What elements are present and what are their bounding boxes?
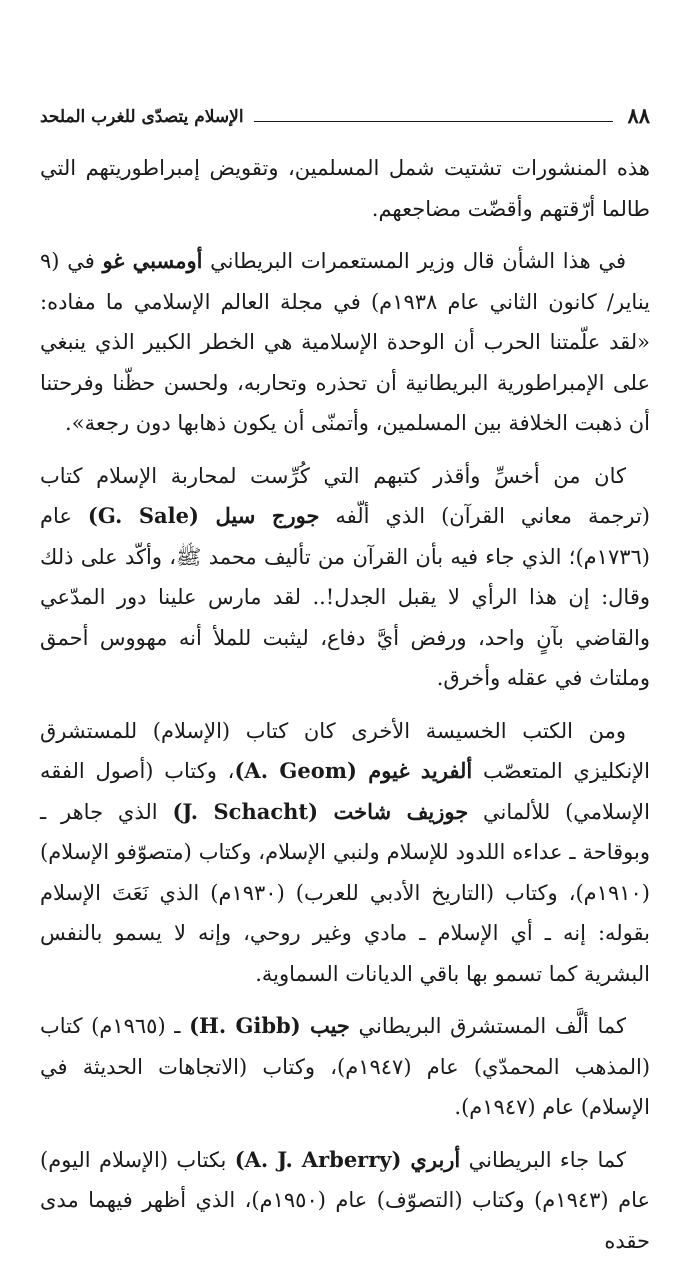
person-name: ألفريد غيوم (A. Geom)	[234, 758, 473, 783]
running-title: الإسلام يتصدّى للغرب الملحد	[40, 107, 244, 127]
text-segment: في (٩ يناير/ كانون الثاني عام ١٩٣٨م) في مجلة العالم الإسلامي ما مفاده: «لقد علّمتنا الحرب أن الوحدة الإسلامية هي الخطر الكبير الذي ينبغي على الإمبراطورية البريطانية أن تحذره وتحاربه، ولحسن حظّنا وفرحتنا أن ذهبت الخلافة بين المسلمين، وأتمنّى أن يكون ذهابها دون رجعة».	[40, 249, 650, 435]
text-segment: كان من أخسِّ وأقذر كتبهم التي كُرِّست لمحاربة الإسلام كتاب (ترجمة معاني القرآن) الذي ألّفه	[40, 463, 650, 528]
person-name: جورج سيل (G. Sale)	[87, 503, 320, 528]
page-number: ٨٨	[627, 103, 650, 128]
paragraph	[40, 711, 650, 995]
text-segment: ، وكتاب (أصول الفقه الإسلامي) للألماني	[40, 759, 650, 824]
text-segment: بكتاب (الإسلام اليوم) عام (١٩٤٣م) وكتاب (التصوّف) عام (١٩٥٠م)، الذي أظهر فيهما مدى حقده	[40, 1147, 650, 1253]
text-segment: كما جاء البريطاني	[460, 1147, 627, 1172]
person-name: جوزيف شاخت (J. Schacht)	[172, 798, 469, 824]
text-segment: ـ (١٩٦٥م) كتاب (المذهب المحمدّي) عام (١٩٤٧م)، وكتاب (الاتجاهات الحديثة في الإسلام) عام (١٩٤٧م).	[40, 1014, 651, 1119]
text-segment: هذه المنشورات تشتيت شمل المسلمين، وتقويض إمبراطوريتهم التي طالما أرّقتهم وأقضّت مضاجعهم.	[40, 156, 650, 221]
paragraph	[40, 456, 650, 699]
paragraph	[40, 1140, 650, 1262]
paragraph	[40, 1006, 650, 1128]
paragraph	[40, 148, 650, 229]
text-segment: كما ألَّف المستشرق البريطاني	[349, 1014, 627, 1038]
person-name: أربري (A. J. Arberry)	[234, 1146, 461, 1172]
paragraph	[40, 241, 650, 444]
text-segment: عام (١٧٣٦م)؛ الذي جاء فيه بأن القرآن من تأليف محمد ﷺ، وأكّد على ذلك وقال: إن هذا الرأي لا يقبل الجدل!.. لقد مارس علينا دور المدّعي والقاضي بآنٍ واحد، ورفض أيَّ دفاع، ليثبت للملأ أنه مهووس أحمق وملتاث في عقله وأخرق.	[40, 504, 650, 690]
person-name: أومسبي غو	[102, 248, 203, 273]
person-name: جيب (H. Gibb)	[189, 1013, 350, 1038]
text-segment: الذي جاهر ـ وبوقاحة ـ عداءه اللدود للإسلام ولنبي الإسلام، وكتاب (متصوّفو الإسلام) (١٩١٠م)، وكتاب (التاريخ الأدبي للعرب) (١٩٣٠م) الذي نَعَتَ الإسلام بقوله: إنه ـ أي الإسلام ـ مادي وغير روحي، وإنه لا يسمو بالنفس البشرية كما تسمو بها باقي الديانات السماوية.	[40, 799, 650, 986]
body-text	[40, 148, 650, 1273]
text-segment: ومن الكتب الخسيسة الأخرى كان كتاب (الإسلام) للمستشرق الإنكليزي المتعصّب	[40, 718, 650, 783]
header-rule	[254, 121, 614, 122]
text-segment: في هذا الشأن قال وزير المستعمرات البريطاني	[202, 249, 626, 273]
running-header	[40, 96, 650, 126]
